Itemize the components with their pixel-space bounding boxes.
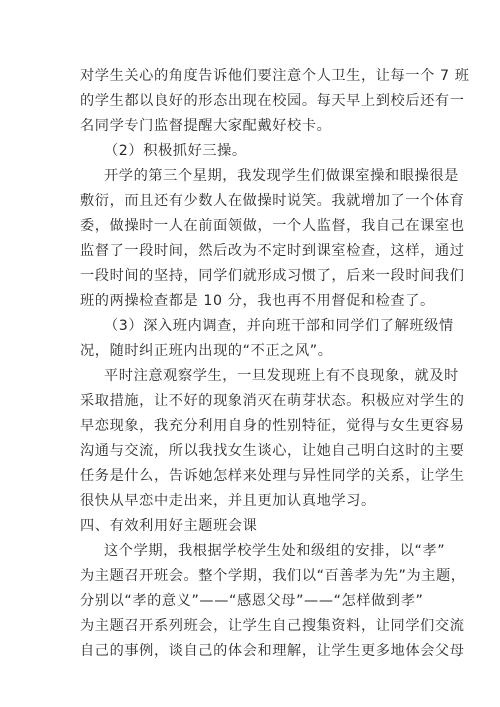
text-line: 敷衍，而且还有少数人在做操时说笑。我就增加了一个体育 <box>80 193 465 209</box>
text-line: 班的两操检查都是 10 分，我也再不用督促和检查了。 <box>80 293 435 309</box>
text-line: 监督了一段时间，然后改为不定时到课室检查，这样，通过 <box>80 243 465 259</box>
text-line: 平时注意观察学生，一旦发现班上有不良现象，就及时 <box>104 368 459 384</box>
text-line: 早恋现象，我充分利用自身的性别特征，觉得与女生更容易 <box>80 418 465 434</box>
text-line: 自己的事例，谈自己的体会和理解，让学生更多地体会父母 <box>80 643 465 659</box>
section-heading: （2）积极抓好三操。 <box>104 143 247 159</box>
text-line: 很快从早恋中走出来，并且更加认真地学习。 <box>80 493 376 509</box>
text-line: 一段时间的坚持，同学们就形成习惯了，后来一段时间我们 <box>80 268 465 284</box>
text-line: 开学的第三个星期，我发现学生们做课室操和眼操很是 <box>104 168 459 184</box>
text-line: 这个学期，我根据学校学生处和级组的安排，以“孝” <box>104 543 446 559</box>
text-line: 分别以“孝的意义”——“感恩父母”——“怎样做到孝” <box>80 593 424 609</box>
text-line: 况，随时纠正班内出现的“不正之风”。 <box>80 343 333 359</box>
text-line: 委，做操时一人在前面领做，一个人监督，我自己在课室也 <box>80 218 465 234</box>
text-line: 为主题召开系列班会，让学生自己搜集资料，让同学们交流 <box>80 618 465 634</box>
section-heading: （3）深入班内调查，并向班干部和同学们了解班级情 <box>104 318 454 334</box>
text-line: 名同学专门监督提醒大家配戴好校卡。 <box>80 118 332 134</box>
text-line: 任务是什么，告诉她怎样来处理与异性同学的关系，让学生 <box>80 468 465 484</box>
section-title: 四、有效利用好主题班会课 <box>80 518 258 534</box>
text-line: 对学生关心的角度告诉他们要注意个人卫生，让每一个 7 班 <box>80 68 470 84</box>
text-line: 为主题召开班会。整个学期，我们以“百善孝为先”为主题， <box>80 568 466 584</box>
text-line: 的学生都以良好的形态出现在校园。每天早上到校后还有一 <box>80 93 465 109</box>
text-line: 采取措施，让不好的现象消灭在萌芽状态。积极应对学生的 <box>80 393 465 409</box>
text-line: 沟通与交流，所以我找女生谈心，让她自己明白这时的主要 <box>80 443 465 459</box>
